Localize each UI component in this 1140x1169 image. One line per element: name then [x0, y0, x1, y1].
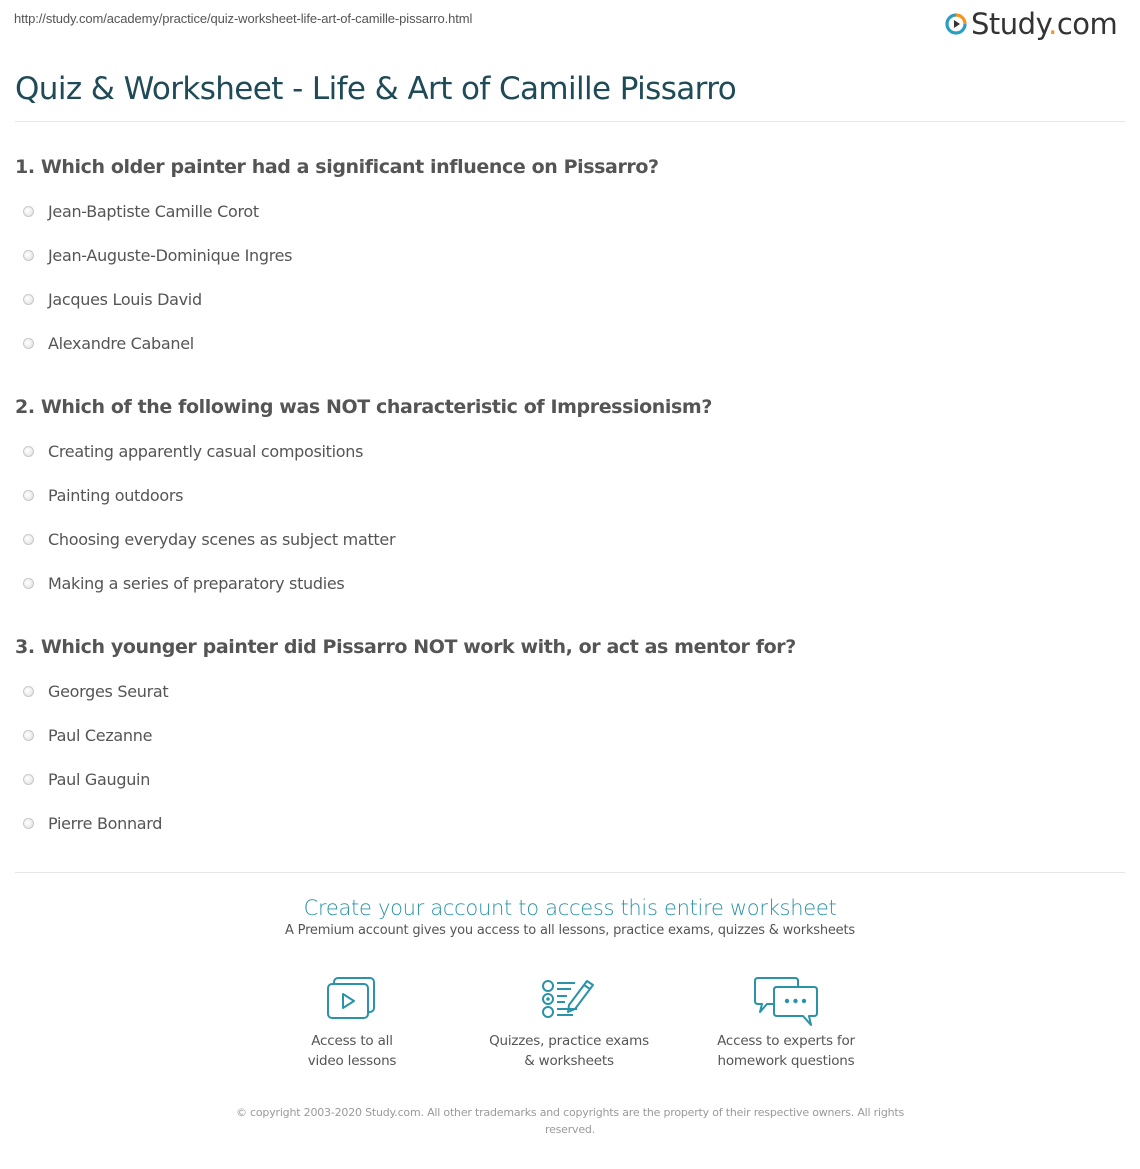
feature-label-line: homework questions — [717, 1053, 855, 1069]
questions-divider — [15, 872, 1125, 873]
feature-label — [686, 1031, 886, 1071]
feature-video-lessons — [252, 975, 452, 1071]
answer-option[interactable] — [23, 429, 1125, 473]
radio-button[interactable] — [23, 338, 34, 349]
radio-button[interactable] — [23, 818, 34, 829]
answer-option[interactable] — [23, 713, 1125, 757]
logo-wordmark — [971, 8, 1117, 40]
create-account-link[interactable]: Create your account to access this entire worksheet — [303, 896, 837, 920]
answer-option[interactable] — [23, 233, 1125, 277]
radio-button[interactable] — [23, 446, 34, 457]
signup-cta — [0, 895, 1140, 938]
answer-label: Making a series of preparatory studies — [48, 573, 345, 593]
radio-button[interactable] — [23, 490, 34, 501]
radio-button[interactable] — [23, 686, 34, 697]
radio-button[interactable] — [23, 730, 34, 741]
radio-button[interactable] — [23, 774, 34, 785]
answer-label: Choosing everyday scenes as subject matter — [48, 529, 396, 549]
question-2 — [15, 395, 1125, 605]
cta-subtitle: A Premium account gives you access to all lessons, practice exams, quizzes & worksheets — [285, 923, 855, 938]
chat-bubbles-icon — [753, 975, 819, 1027]
video-lessons-icon — [326, 975, 378, 1021]
answer-option[interactable] — [23, 189, 1125, 233]
radio-button[interactable] — [23, 294, 34, 305]
question-text: 1. Which older painter had a significant influence on Pissarro? — [15, 156, 659, 178]
answer-label: Jean-Auguste-Dominique Ingres — [48, 245, 293, 265]
answer-option[interactable] — [23, 561, 1125, 605]
answer-label: Paul Cezanne — [48, 725, 153, 745]
feature-label-line: video lessons — [307, 1053, 397, 1069]
feature-quizzes — [469, 975, 669, 1071]
page-url: http://study.com/academy/practice/quiz-worksheet-life-art-of-camille-pissarro.html — [14, 11, 473, 26]
feature-label — [469, 1031, 669, 1071]
feature-label — [252, 1031, 452, 1071]
feature-experts — [686, 975, 886, 1071]
question-3 — [15, 635, 1125, 845]
radio-button[interactable] — [23, 578, 34, 589]
logo-text-main: Study — [971, 7, 1049, 41]
logo-text-tld: com — [1056, 7, 1118, 41]
radio-button[interactable] — [23, 250, 34, 261]
answer-option[interactable] — [23, 757, 1125, 801]
answer-label: Jacques Louis David — [48, 289, 202, 309]
page-title: Quiz & Worksheet - Life & Art of Camille Pissarro — [15, 71, 737, 107]
quiz-checklist-icon — [541, 975, 597, 1021]
feature-label-line: Access to all — [311, 1033, 393, 1049]
answer-option[interactable] — [23, 473, 1125, 517]
answer-option[interactable] — [23, 277, 1125, 321]
play-circle-icon — [944, 12, 968, 36]
answer-label: Georges Seurat — [48, 681, 169, 701]
copyright-notice: © copyright 2003-2020 Study.com. All other trademarks and copyrights are the property of their respective owners. All rights reserved. — [235, 1106, 905, 1136]
study-com-logo[interactable] — [944, 8, 1117, 40]
logo-dot: . — [1048, 7, 1057, 41]
answer-option[interactable] — [23, 801, 1125, 845]
answer-label: Pierre Bonnard — [48, 813, 163, 833]
answer-label: Painting outdoors — [48, 485, 184, 505]
radio-button[interactable] — [23, 534, 34, 545]
question-text: 3. Which younger painter did Pissarro NOT work with, or act as mentor for? — [15, 636, 796, 658]
answer-label: Jean-Baptiste Camille Corot — [48, 201, 259, 221]
question-text: 2. Which of the following was NOT characteristic of Impressionism? — [15, 396, 712, 418]
feature-label-line: & worksheets — [524, 1053, 614, 1069]
answer-label: Alexandre Cabanel — [48, 333, 194, 353]
header-divider — [15, 121, 1125, 122]
answer-option[interactable] — [23, 669, 1125, 713]
question-1 — [15, 155, 1125, 365]
answer-label: Paul Gauguin — [48, 769, 151, 789]
answer-label: Creating apparently casual compositions — [48, 441, 364, 461]
answer-option[interactable] — [23, 517, 1125, 561]
feature-label-line: Quizzes, practice exams — [489, 1033, 649, 1049]
feature-label-line: Access to experts for — [717, 1033, 855, 1049]
answer-option[interactable] — [23, 321, 1125, 365]
radio-button[interactable] — [23, 206, 34, 217]
